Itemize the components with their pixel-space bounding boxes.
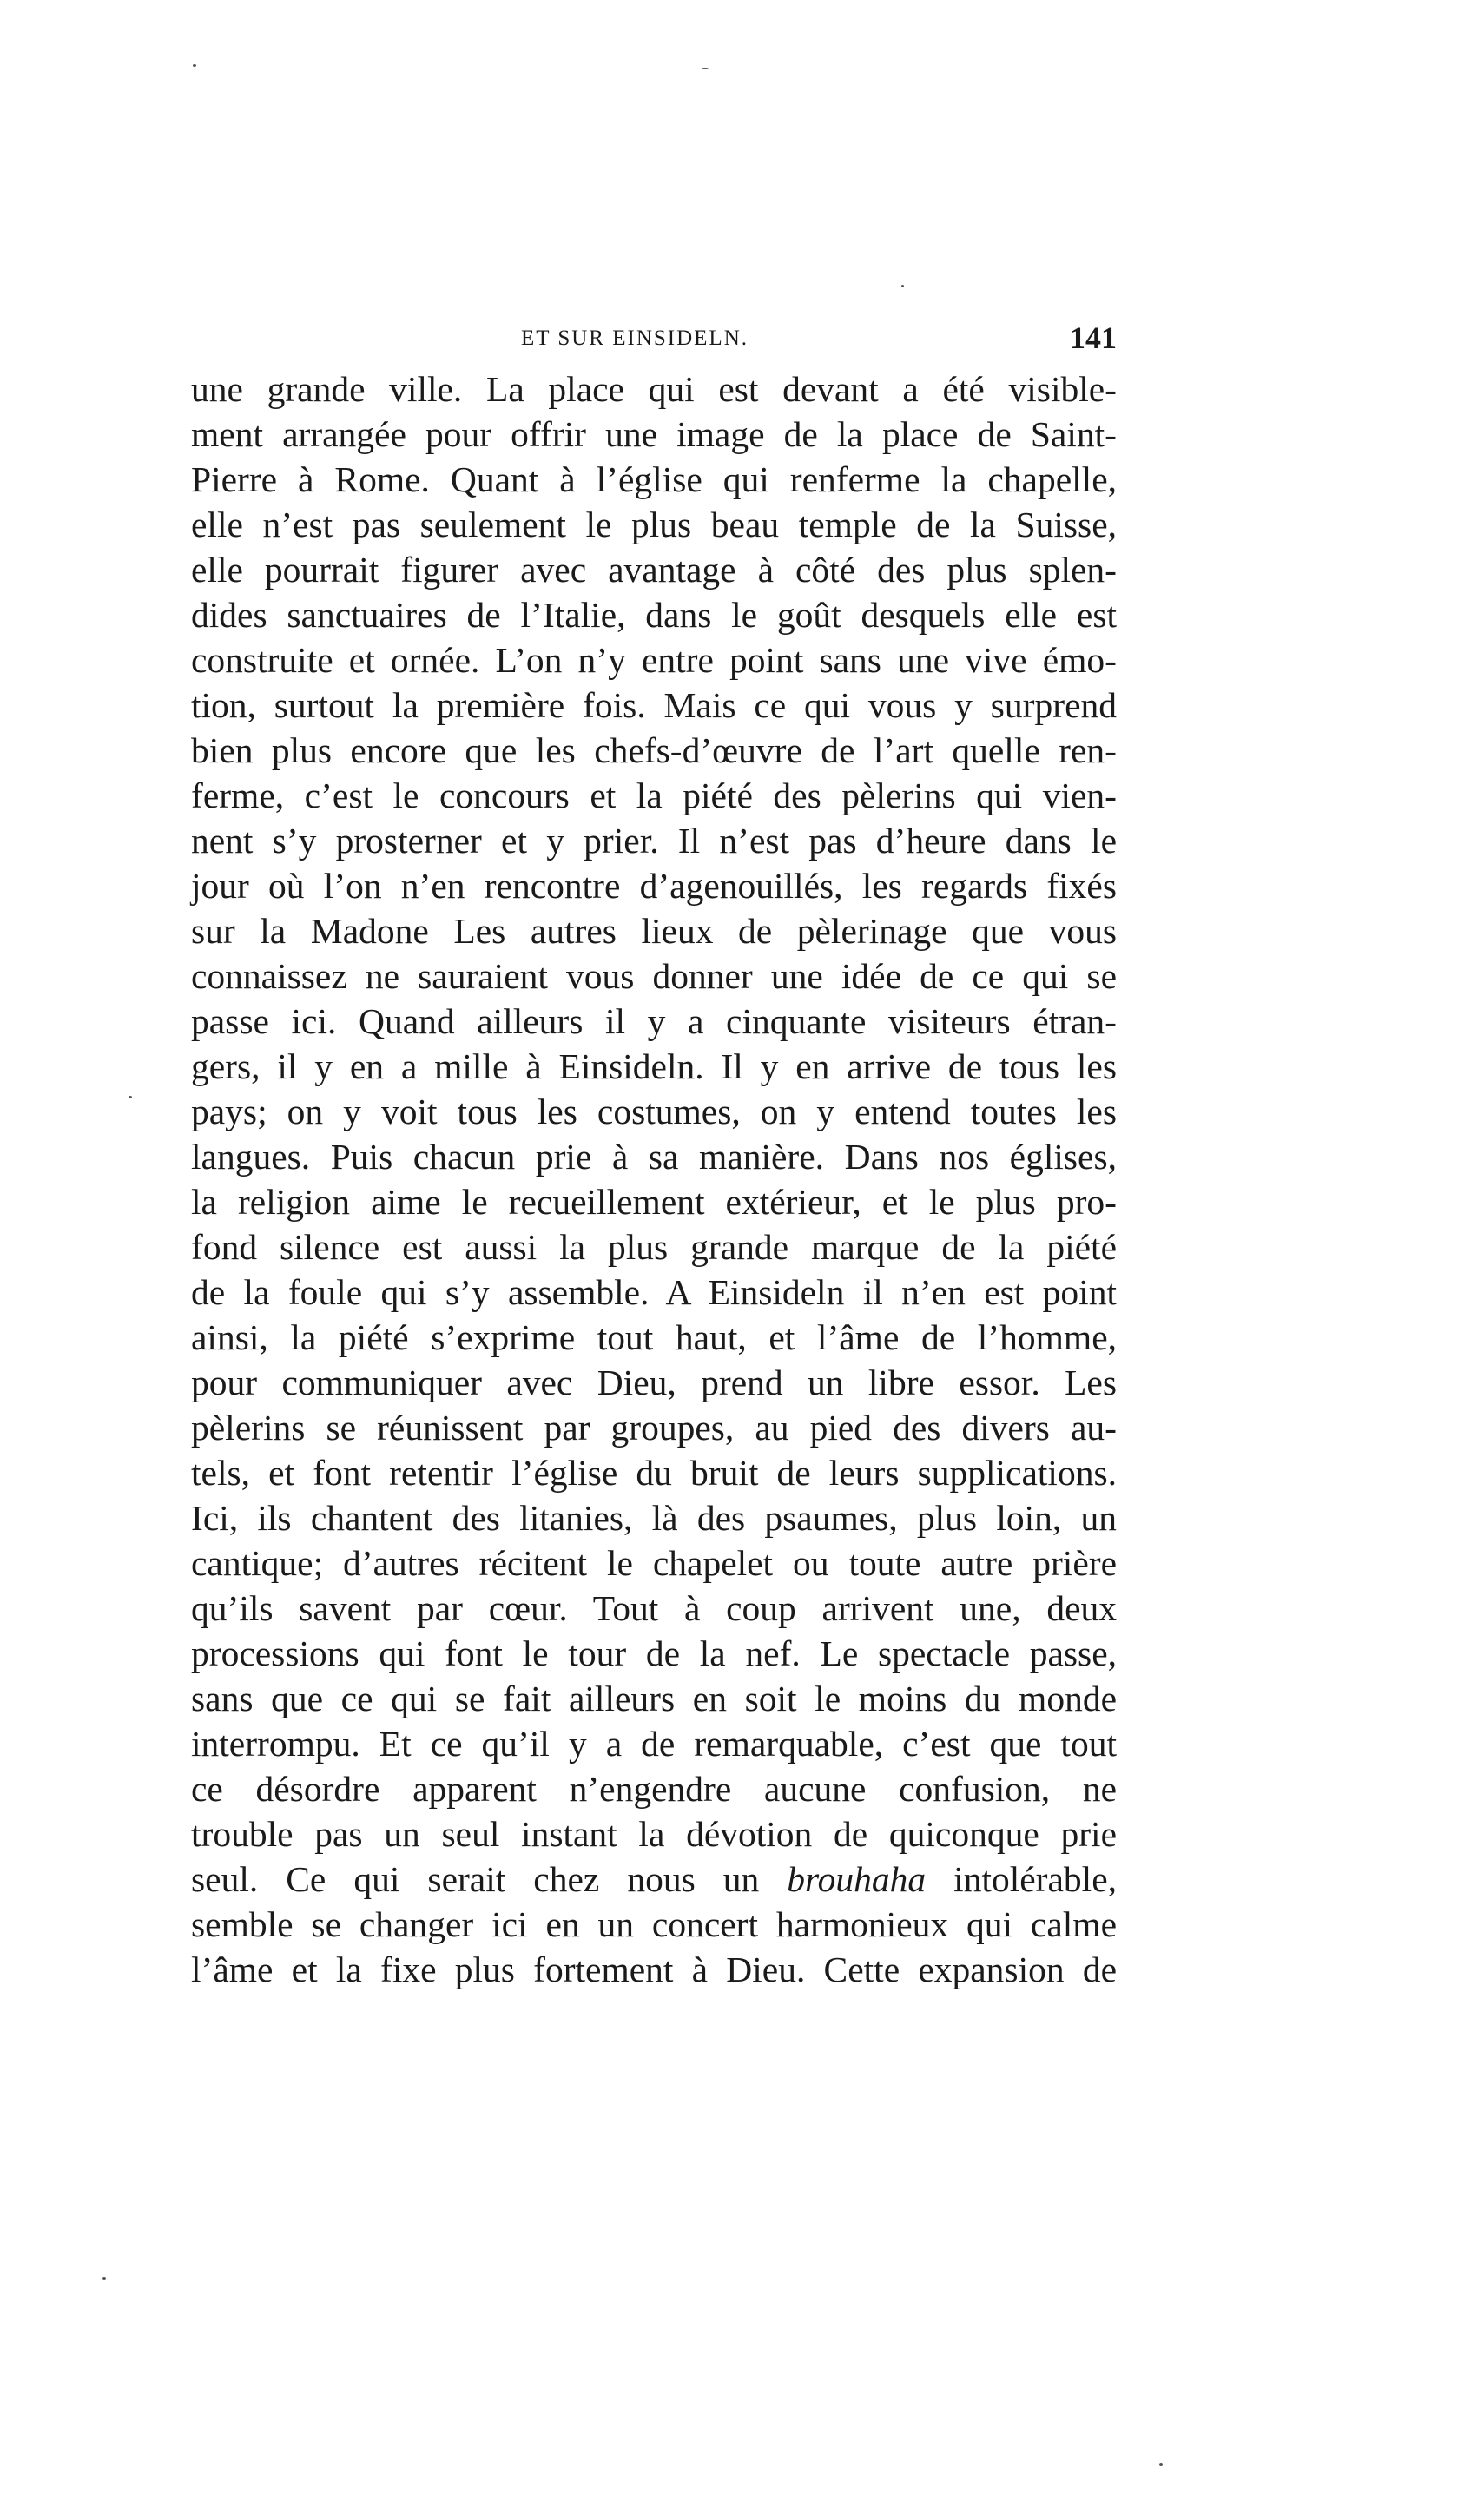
text-line: elle pourrait figurer avec avantage à côté des plus splen- — [191, 550, 1117, 590]
text-line: ce désordre apparent n’engendre aucune confusion, ne — [191, 1769, 1117, 1809]
text-line: construite et ornée. L’on n’y entre point sans une vive émo- — [191, 640, 1117, 680]
text-line: pays; on y voit tous les costumes, on y entend toutes les — [191, 1092, 1117, 1131]
text-line: semble se changer ici en un concert harmonieux qui calme — [191, 1904, 1117, 1944]
text-line: sur la Madone Les autres lieux de pèlerinage que vous — [191, 911, 1117, 951]
text-line: langues. Puis chacun prie à sa manière. Dans nos églises, — [191, 1137, 1117, 1177]
text-line: dides sanctuaires de l’Italie, dans le goût desquels elle est — [191, 595, 1117, 635]
running-head — [191, 320, 1117, 363]
text-line: Pierre à Rome. Quant à l’église qui renferme la chapelle, — [191, 459, 1117, 499]
text-line: gers, il y en a mille à Einsideln. Il y en arrive de tous les — [191, 1046, 1117, 1086]
page-number: 141 — [1070, 320, 1117, 355]
text-line: ferme, c’est le concours et la piété des pèlerins qui vien- — [191, 775, 1117, 815]
text-line: connaissez ne sauraient vous donner une idée de ce qui se — [191, 956, 1117, 996]
body-text — [191, 366, 1117, 1992]
text-line: l’âme et la fixe plus fortement à Dieu. Cette expansion de — [191, 1949, 1117, 1989]
text-line: Ici, ils chantent des litanies, là des psaumes, plus loin, un — [191, 1498, 1117, 1538]
text-line: passe ici. Quand ailleurs il y a cinquante visiteurs étran- — [191, 1001, 1117, 1041]
text-line: jour où l’on n’en rencontre d’agenouillés, les regards fixés — [191, 866, 1117, 906]
text-line: la religion aime le recueillement extérieur, et le plus pro- — [191, 1182, 1117, 1222]
text-line: processions qui font le tour de la nef. Le spectacle passe, — [191, 1633, 1117, 1673]
ink-speck — [102, 2277, 106, 2280]
text-line: ainsi, la piété s’exprime tout haut, et l’âme de l’homme, — [191, 1317, 1117, 1357]
running-title: ET SUR EINSIDELN. — [521, 327, 749, 350]
ink-speck — [1159, 2463, 1163, 2466]
ink-speck — [901, 285, 904, 287]
text-line: fond silence est aussi la plus grande marque de la piété — [191, 1227, 1117, 1267]
ink-speck — [129, 1096, 132, 1098]
text-line: tels, et font retentir l’église du bruit de leurs supplications. — [191, 1453, 1117, 1493]
text-line: nent s’y prosterner et y prier. Il n’est pas d’heure dans le — [191, 821, 1117, 861]
italic-word: brouhaha — [787, 1859, 927, 1899]
text-line: seul. Ce qui serait chez nous un brouhaha intolérable, — [191, 1859, 1117, 1899]
text-line: elle n’est pas seulement le plus beau temple de la Suisse, — [191, 505, 1117, 544]
text-line: interrompu. Et ce qu’il y a de remarquable, c’est que tout — [191, 1724, 1117, 1764]
text-line: qu’ils savent par cœur. Tout à coup arrivent une, deux — [191, 1588, 1117, 1628]
text-line: sans que ce qui se fait ailleurs en soit le moins du monde — [191, 1679, 1117, 1718]
ink-speck — [193, 64, 196, 67]
ink-speck — [702, 68, 709, 69]
text-line: tion, surtout la première fois. Mais ce qui vous y surprend — [191, 685, 1117, 725]
text-line: pour communiquer avec Dieu, prend un libre essor. Les — [191, 1362, 1117, 1402]
text-line: trouble pas un seul instant la dévotion de quiconque prie — [191, 1814, 1117, 1854]
text-line: pèlerins se réunissent par groupes, au pied des divers au- — [191, 1408, 1117, 1448]
text-line: bien plus encore que les chefs-d’œuvre de l’art quelle ren- — [191, 730, 1117, 770]
text-line: cantique; d’autres récitent le chapelet ou toute autre prière — [191, 1543, 1117, 1583]
text-line: ment arrangée pour offrir une image de la place de Saint- — [191, 414, 1117, 454]
text-line: de la foule qui s’y assemble. A Einsideln il n’en est point — [191, 1272, 1117, 1312]
text-line: une grande ville. La place qui est devant a été visible- — [191, 369, 1117, 409]
